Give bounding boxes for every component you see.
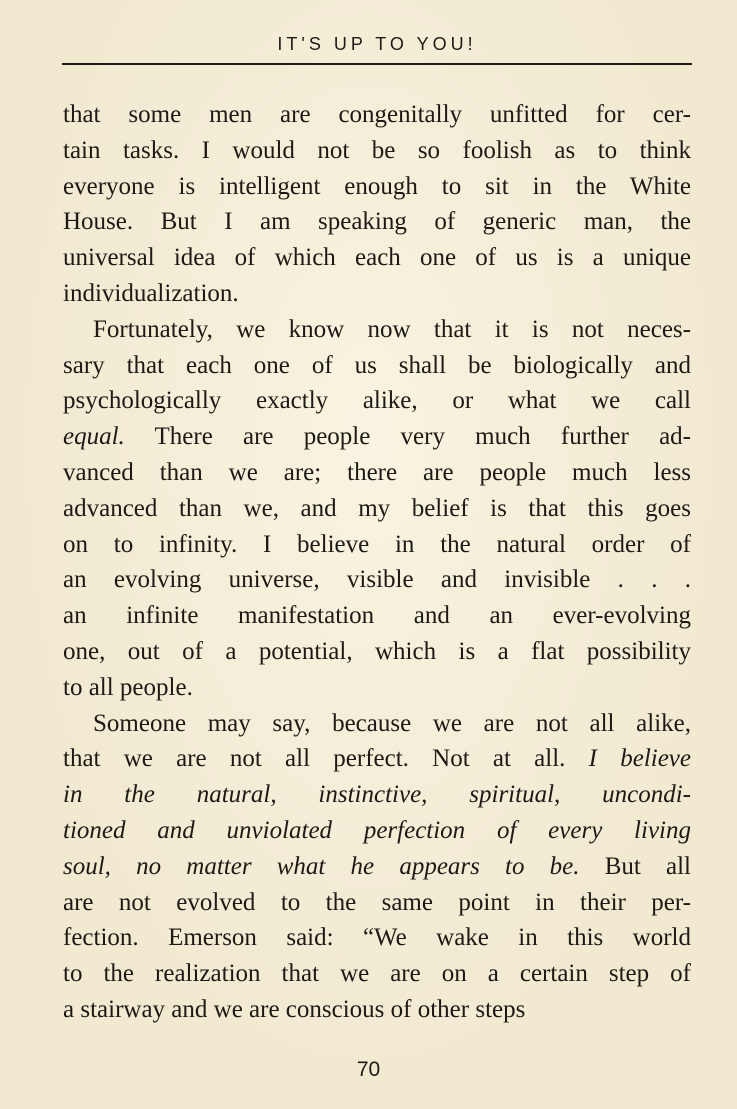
text-line: [63, 777, 691, 813]
text-line: [63, 849, 691, 885]
text-run: that some men are congenitally unfitted for cer-: [63, 101, 691, 128]
text-run: an infinite manifestation and an ever-evolving: [63, 602, 691, 630]
text-line: [63, 706, 691, 742]
text-run: But all: [579, 852, 692, 880]
italic-run: in the natural, instinctive, spiritual, uncondi-: [63, 781, 691, 809]
text-run: advanced than we, and my belief is that this goes: [63, 494, 691, 522]
text-line: [63, 97, 691, 133]
text-run: vanced than we are; there are people much less: [63, 458, 691, 486]
text-run: sary that each one of us shall be biologically and: [63, 351, 691, 379]
text-run: to all people.: [63, 673, 193, 701]
text-line: [63, 383, 691, 419]
paragraph: [63, 312, 691, 706]
paragraph: [63, 706, 691, 1028]
italic-run: tioned and unviolated perfection of every living: [63, 816, 691, 844]
text-line: [63, 741, 691, 777]
text-run: are not evolved to the same point in their per-: [63, 888, 691, 916]
text-line: [63, 204, 691, 240]
text-run: a stairway and we are conscious of other steps: [63, 995, 526, 1023]
text-run: an evolving universe, visible and invisible . . .: [63, 566, 691, 594]
paragraph: [63, 97, 691, 312]
text-line: [63, 634, 691, 670]
text-run: Someone may say, because we are not all alike,: [93, 709, 691, 737]
text-line: [63, 920, 691, 956]
italic-run: I believe: [588, 745, 691, 773]
text-line: [63, 169, 691, 205]
text-run: that we are not all perfect. Not at all.: [63, 745, 589, 773]
text-line: [63, 670, 691, 706]
text-line: [63, 598, 691, 634]
text-run: There are people very much further ad-: [124, 423, 691, 451]
text-run: everyone is intelligent enough to sit in the White: [63, 172, 691, 200]
text-line: [63, 419, 691, 455]
text-run: individualization.: [63, 279, 239, 307]
text-line: [63, 240, 691, 276]
text-line: [63, 455, 691, 491]
text-line: [63, 312, 691, 348]
text-line: [63, 527, 691, 563]
body-text: [63, 97, 691, 1028]
text-line: [63, 813, 691, 849]
text-line: [63, 491, 691, 527]
text-line: [63, 276, 691, 312]
text-line: [63, 348, 691, 384]
text-run: to the realization that we are on a certain step of: [63, 960, 691, 988]
running-head: IT'S UP TO YOU!: [277, 34, 477, 54]
text-run: tain tasks. I would not be so foolish as to think: [63, 136, 691, 164]
text-run: House. But I am speaking of generic man, the: [63, 208, 691, 236]
page-number: 70: [356, 1058, 381, 1081]
text-line: [63, 956, 691, 992]
text-line: [63, 992, 691, 1028]
text-line: [63, 885, 691, 921]
text-run: fection. Emerson said: “We wake in this world: [63, 924, 691, 952]
text-line: [63, 562, 691, 598]
text-run: on to infinity. I believe in the natural order of: [63, 530, 691, 558]
text-run: psychologically exactly alike, or what we call: [63, 387, 691, 415]
header-rule: [62, 63, 692, 65]
italic-run: equal.: [63, 423, 125, 451]
text-run: universal idea of which each one of us is a unique: [63, 244, 691, 272]
text-line: [63, 133, 691, 169]
text-run: Fortunately, we know now that it is not neces-: [93, 315, 691, 343]
italic-run: soul, no matter what he appears to be.: [63, 852, 580, 880]
text-run: one, out of a potential, which is a flat possibility: [63, 637, 691, 665]
